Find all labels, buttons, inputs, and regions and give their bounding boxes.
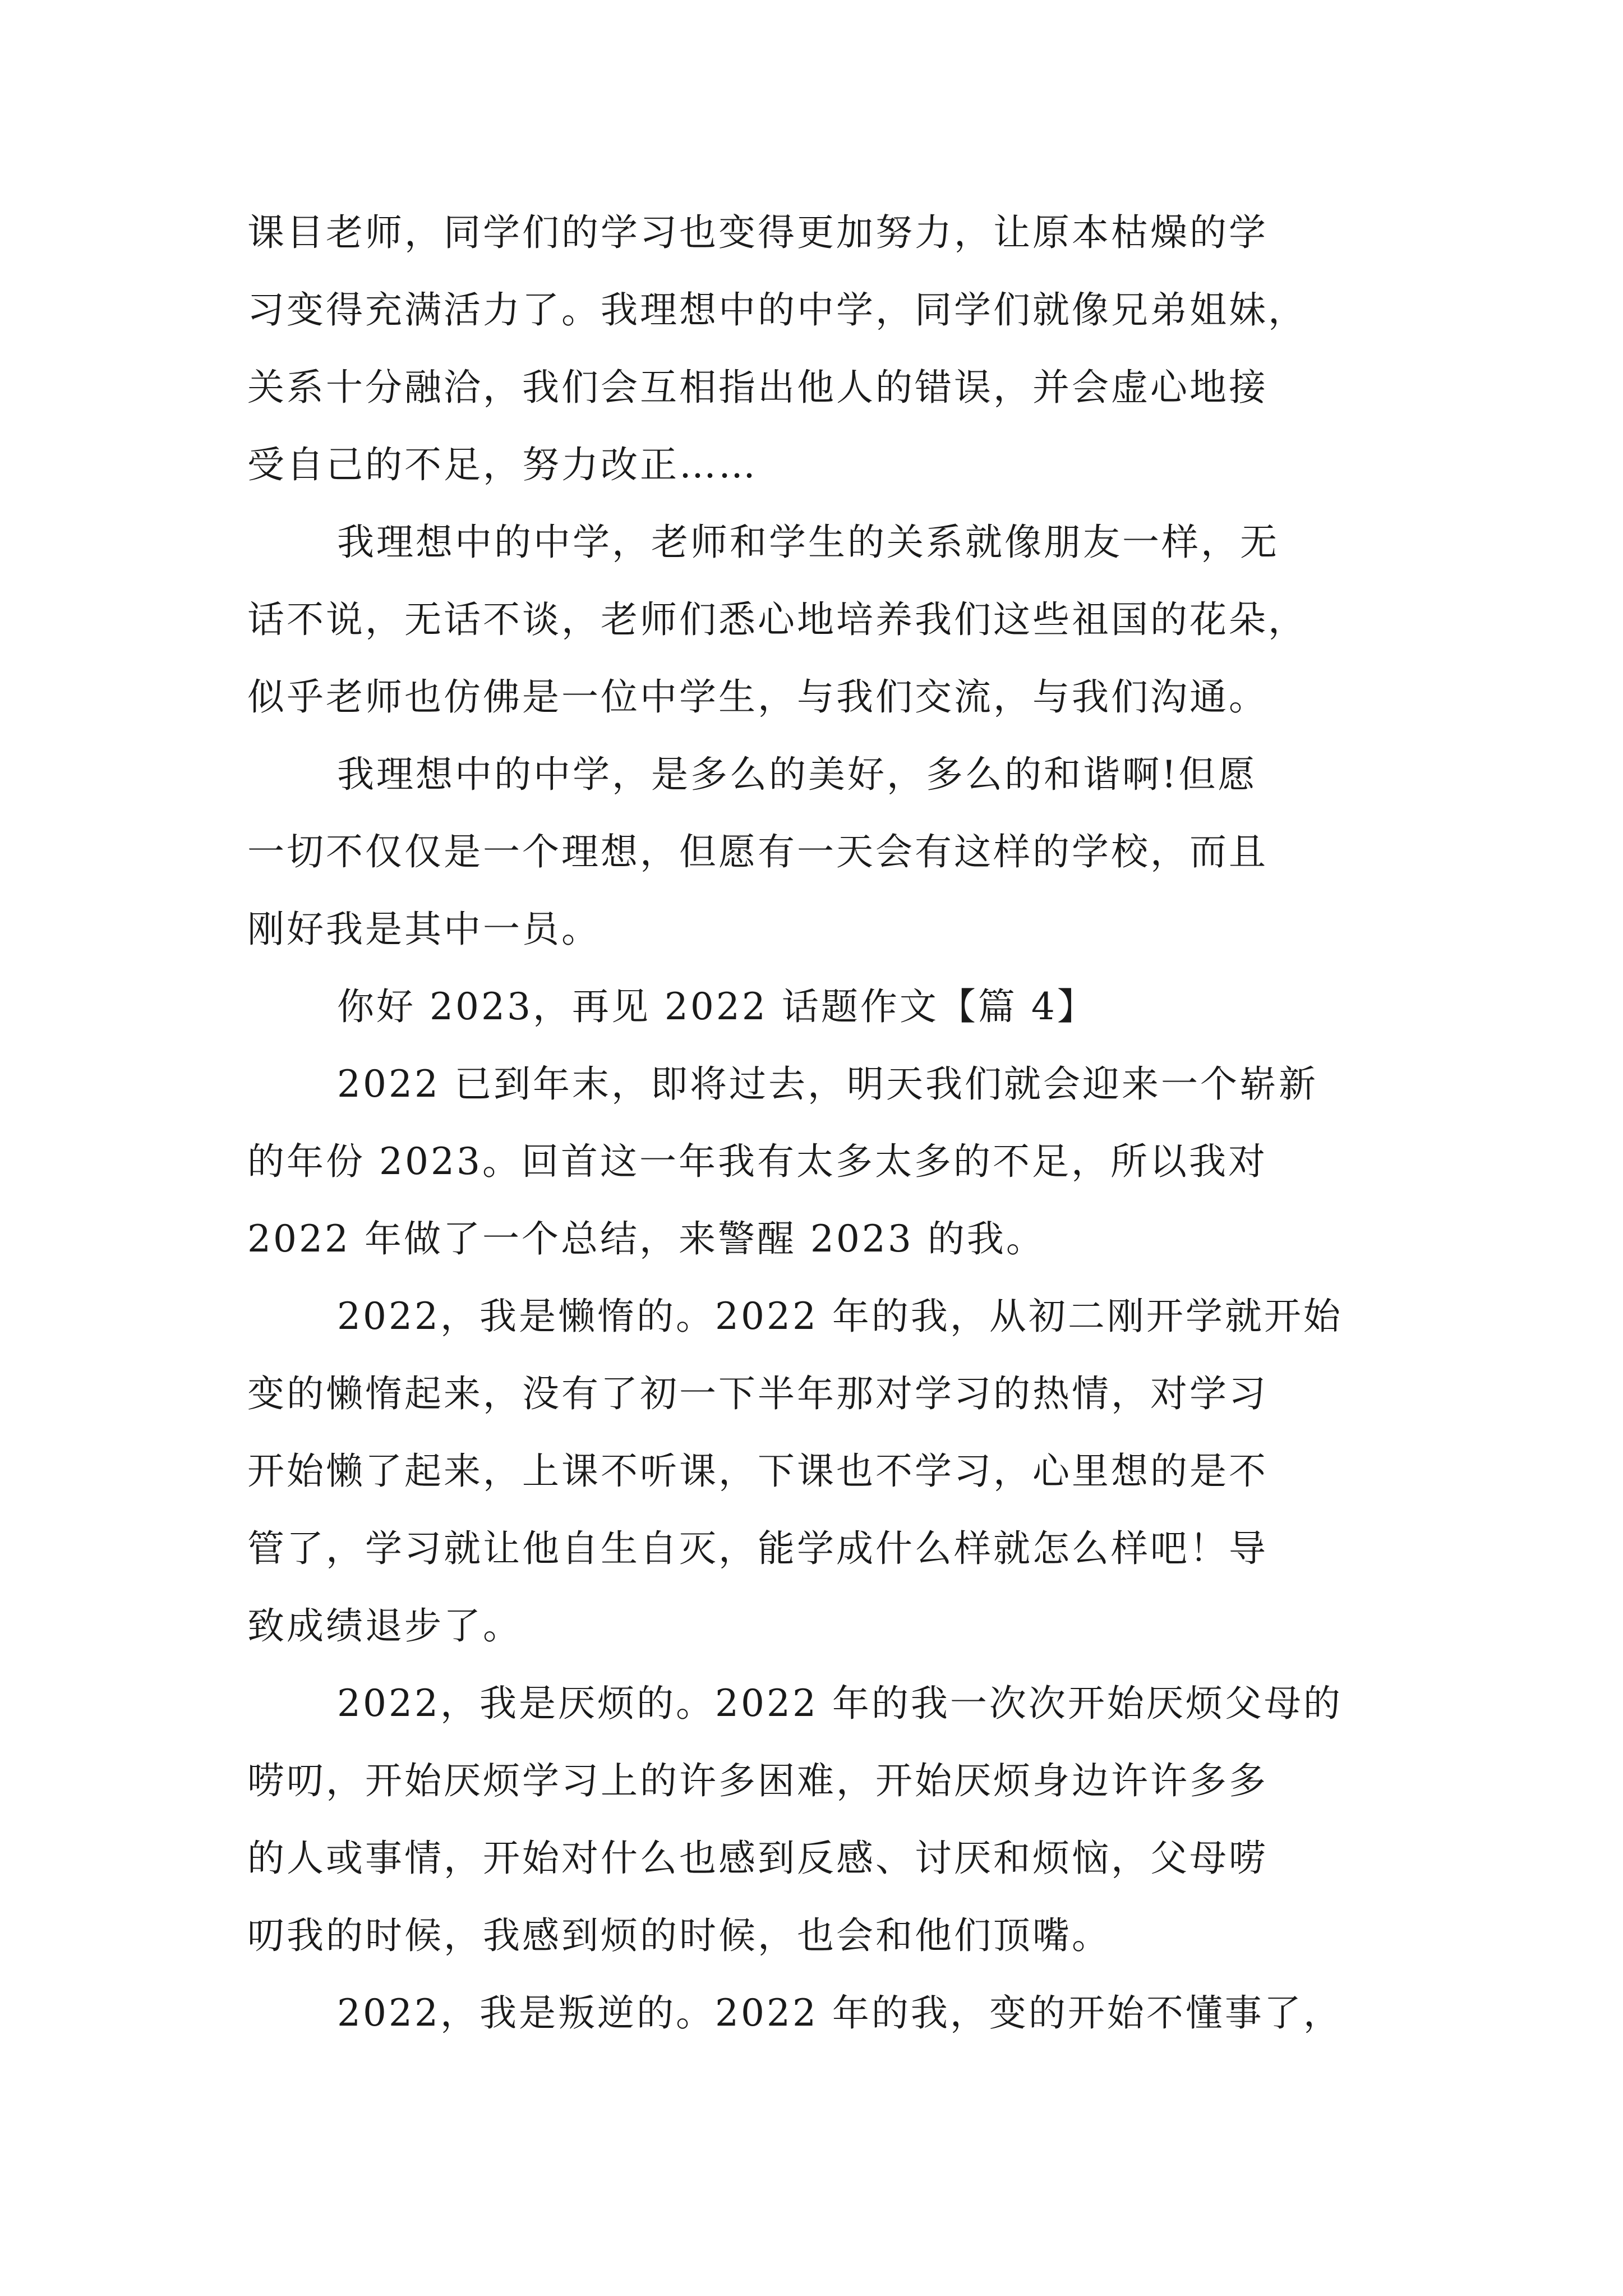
text-line: 的年份 2023。回首这一年我有太多太多的不足，所以我对 (247, 1140, 1267, 1183)
text-line: 话不说，无话不谈，老师们悉心地培养我们这些祖国的花朵， (247, 598, 1307, 641)
text-line: 唠叨，开始厌烦学习上的许多困难，开始厌烦身边许许多多 (247, 1759, 1268, 1802)
text-line: 受自己的不足，努力改正…… (247, 443, 758, 486)
text-line: 刚好我是其中一员。 (247, 908, 601, 951)
text-line: 似乎老师也仿佛是一位中学生，与我们交流，与我们沟通。 (247, 675, 1268, 719)
text-line: 一切不仅仅是一个理想，但愿有一天会有这样的学校，而且 (247, 830, 1268, 873)
text-line: 关系十分融洽，我们会互相指出他人的错误，并会虚心地接 (247, 366, 1268, 409)
section-heading: 你好 2023，再见 2022 话题作文【篇 4】 (337, 985, 1096, 1028)
paragraph-first-line: 2022，我是懒惰的。2022 年的我，从初二刚开学就开始 (337, 1295, 1343, 1338)
text-line: 的人或事情，开始对什么也感到反感、讨厌和烦恼，父母唠 (247, 1837, 1268, 1880)
text-line: 管了，学习就让他自生自灭，能学成什么样就怎么样吧！导 (247, 1527, 1268, 1570)
text-line: 2022 年做了一个总结，来警醒 2023 的我。 (247, 1217, 1045, 1260)
paragraph-first-line: 2022 已到年末，即将过去，明天我们就会迎来一个崭新 (337, 1062, 1318, 1106)
text-line: 叨我的时候，我感到烦的时候，也会和他们顶嘴。 (247, 1914, 1111, 1957)
text-line: 课目老师，同学们的学习也变得更加努力，让原本枯燥的学 (247, 211, 1268, 254)
text-line: 习变得充满活力了。我理想中的中学，同学们就像兄弟姐妹， (247, 288, 1307, 332)
paragraph-first-line: 2022，我是厌烦的。2022 年的我一次次开始厌烦父母的 (337, 1682, 1343, 1725)
text-line: 变的懒惰起来，没有了初一下半年那对学习的热情，对学习 (247, 1372, 1268, 1415)
paragraph-first-line: 我理想中的中学，老师和学生的关系就像朋友一样，无 (337, 521, 1279, 564)
paragraph-first-line: 2022，我是叛逆的。2022 年的我，变的开始不懂事了， (337, 1991, 1343, 2035)
paragraph-first-line: 我理想中的中学，是多么的美好，多么的和谐啊!但愿 (337, 753, 1257, 796)
text-line: 开始懒了起来，上课不听课，下课也不学习，心里想的是不 (247, 1450, 1268, 1493)
text-line: 致成绩退步了。 (247, 1604, 522, 1648)
